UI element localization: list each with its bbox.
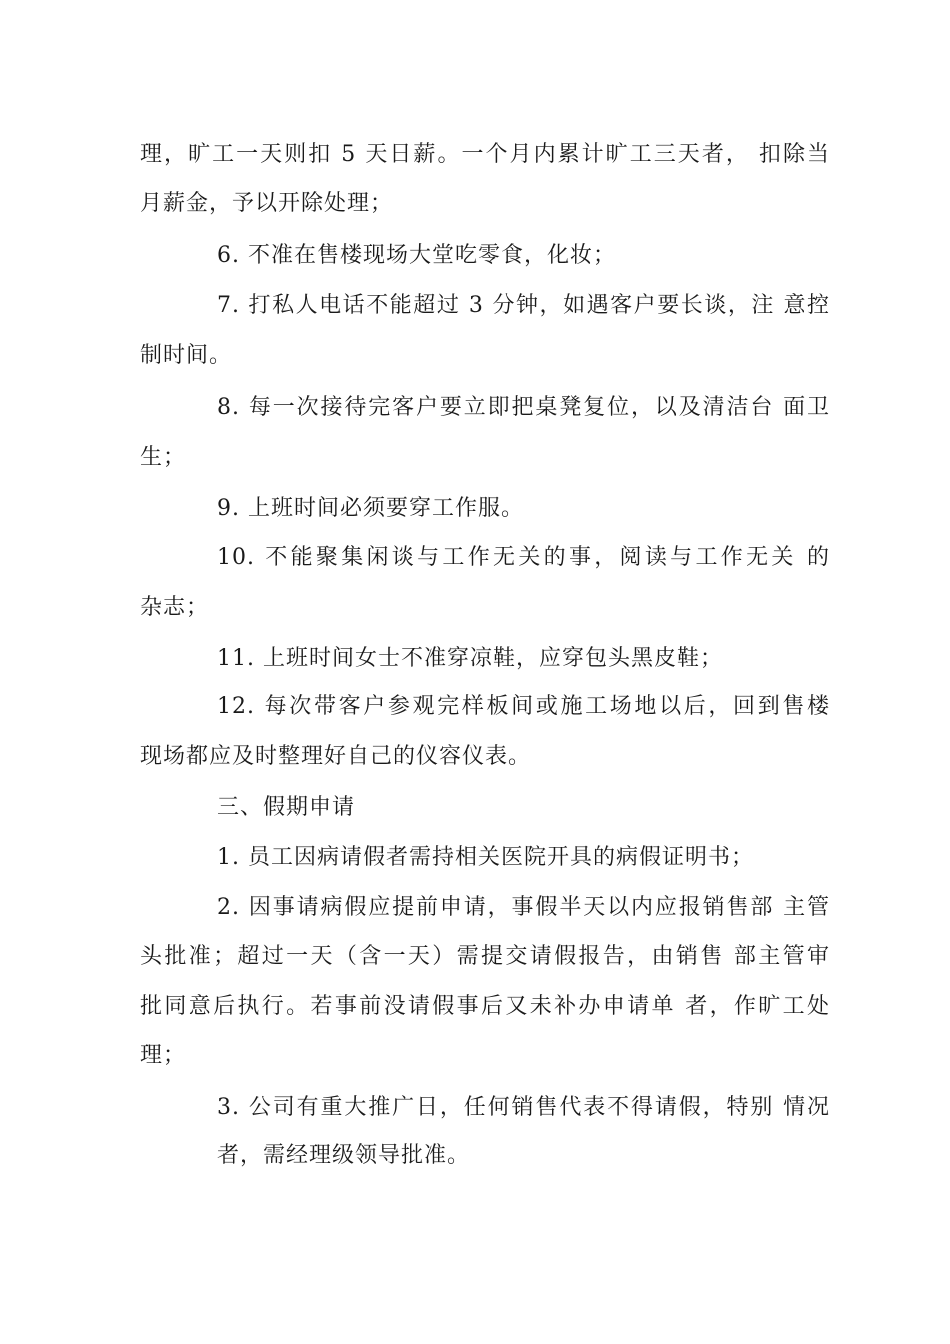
list-item: 7. 打私人电话不能超过 3 分钟，如遇客户要长谈，注 意控 — [217, 293, 830, 318]
list-item: 11. 上班时间女士不准穿凉鞋，应穿包头黑皮鞋； — [217, 646, 723, 671]
list-item: 6. 不准在售楼现场大堂吃零食，化妆； — [217, 243, 616, 268]
text-line: 者，需经理级领导批准。 — [217, 1143, 471, 1168]
list-item: 1. 员工因病请假者需持相关医院开具的病假证明书； — [217, 845, 754, 870]
text-line: 现场都应及时整理好自己的仪容仪表。 — [140, 744, 532, 769]
text-line: 理； — [140, 1043, 187, 1068]
list-item: 9. 上班时间必须要穿工作服。 — [217, 496, 524, 521]
text-line: 生； — [140, 445, 187, 470]
text-line: 月薪金，予以开除处理； — [140, 191, 394, 216]
text-line: 制时间。 — [140, 343, 233, 368]
list-item: 8. 每一次接待完客户要立即把桌凳复位，以及清洁台 面卫 — [217, 395, 830, 420]
text-line: 批同意后执行。若事前没请假事后又未补办申请单 者，作旷工处 — [140, 994, 830, 1019]
text-line: 头批准；超过一天（含一天）需提交请假报告，由销售 部主管审 — [140, 944, 830, 969]
text-line: 理，旷工一天则扣 5 天日薪。一个月内累计旷工三天者， 扣除当 — [140, 142, 830, 167]
list-item: 10. 不能聚集闲谈与工作无关的事，阅读与工作无关 的 — [217, 545, 830, 570]
text-line: 杂志； — [140, 595, 210, 620]
list-item: 2. 因事请病假应提前申请，事假半天以内应报销售部 主管 — [217, 895, 830, 920]
list-item: 12. 每次带客户参观完样板间或施工场地以后，回到售楼 — [217, 694, 830, 719]
list-item: 3. 公司有重大推广日，任何销售代表不得请假，特别 情况 — [217, 1095, 830, 1120]
section-heading: 三、假期申请 — [217, 795, 356, 820]
